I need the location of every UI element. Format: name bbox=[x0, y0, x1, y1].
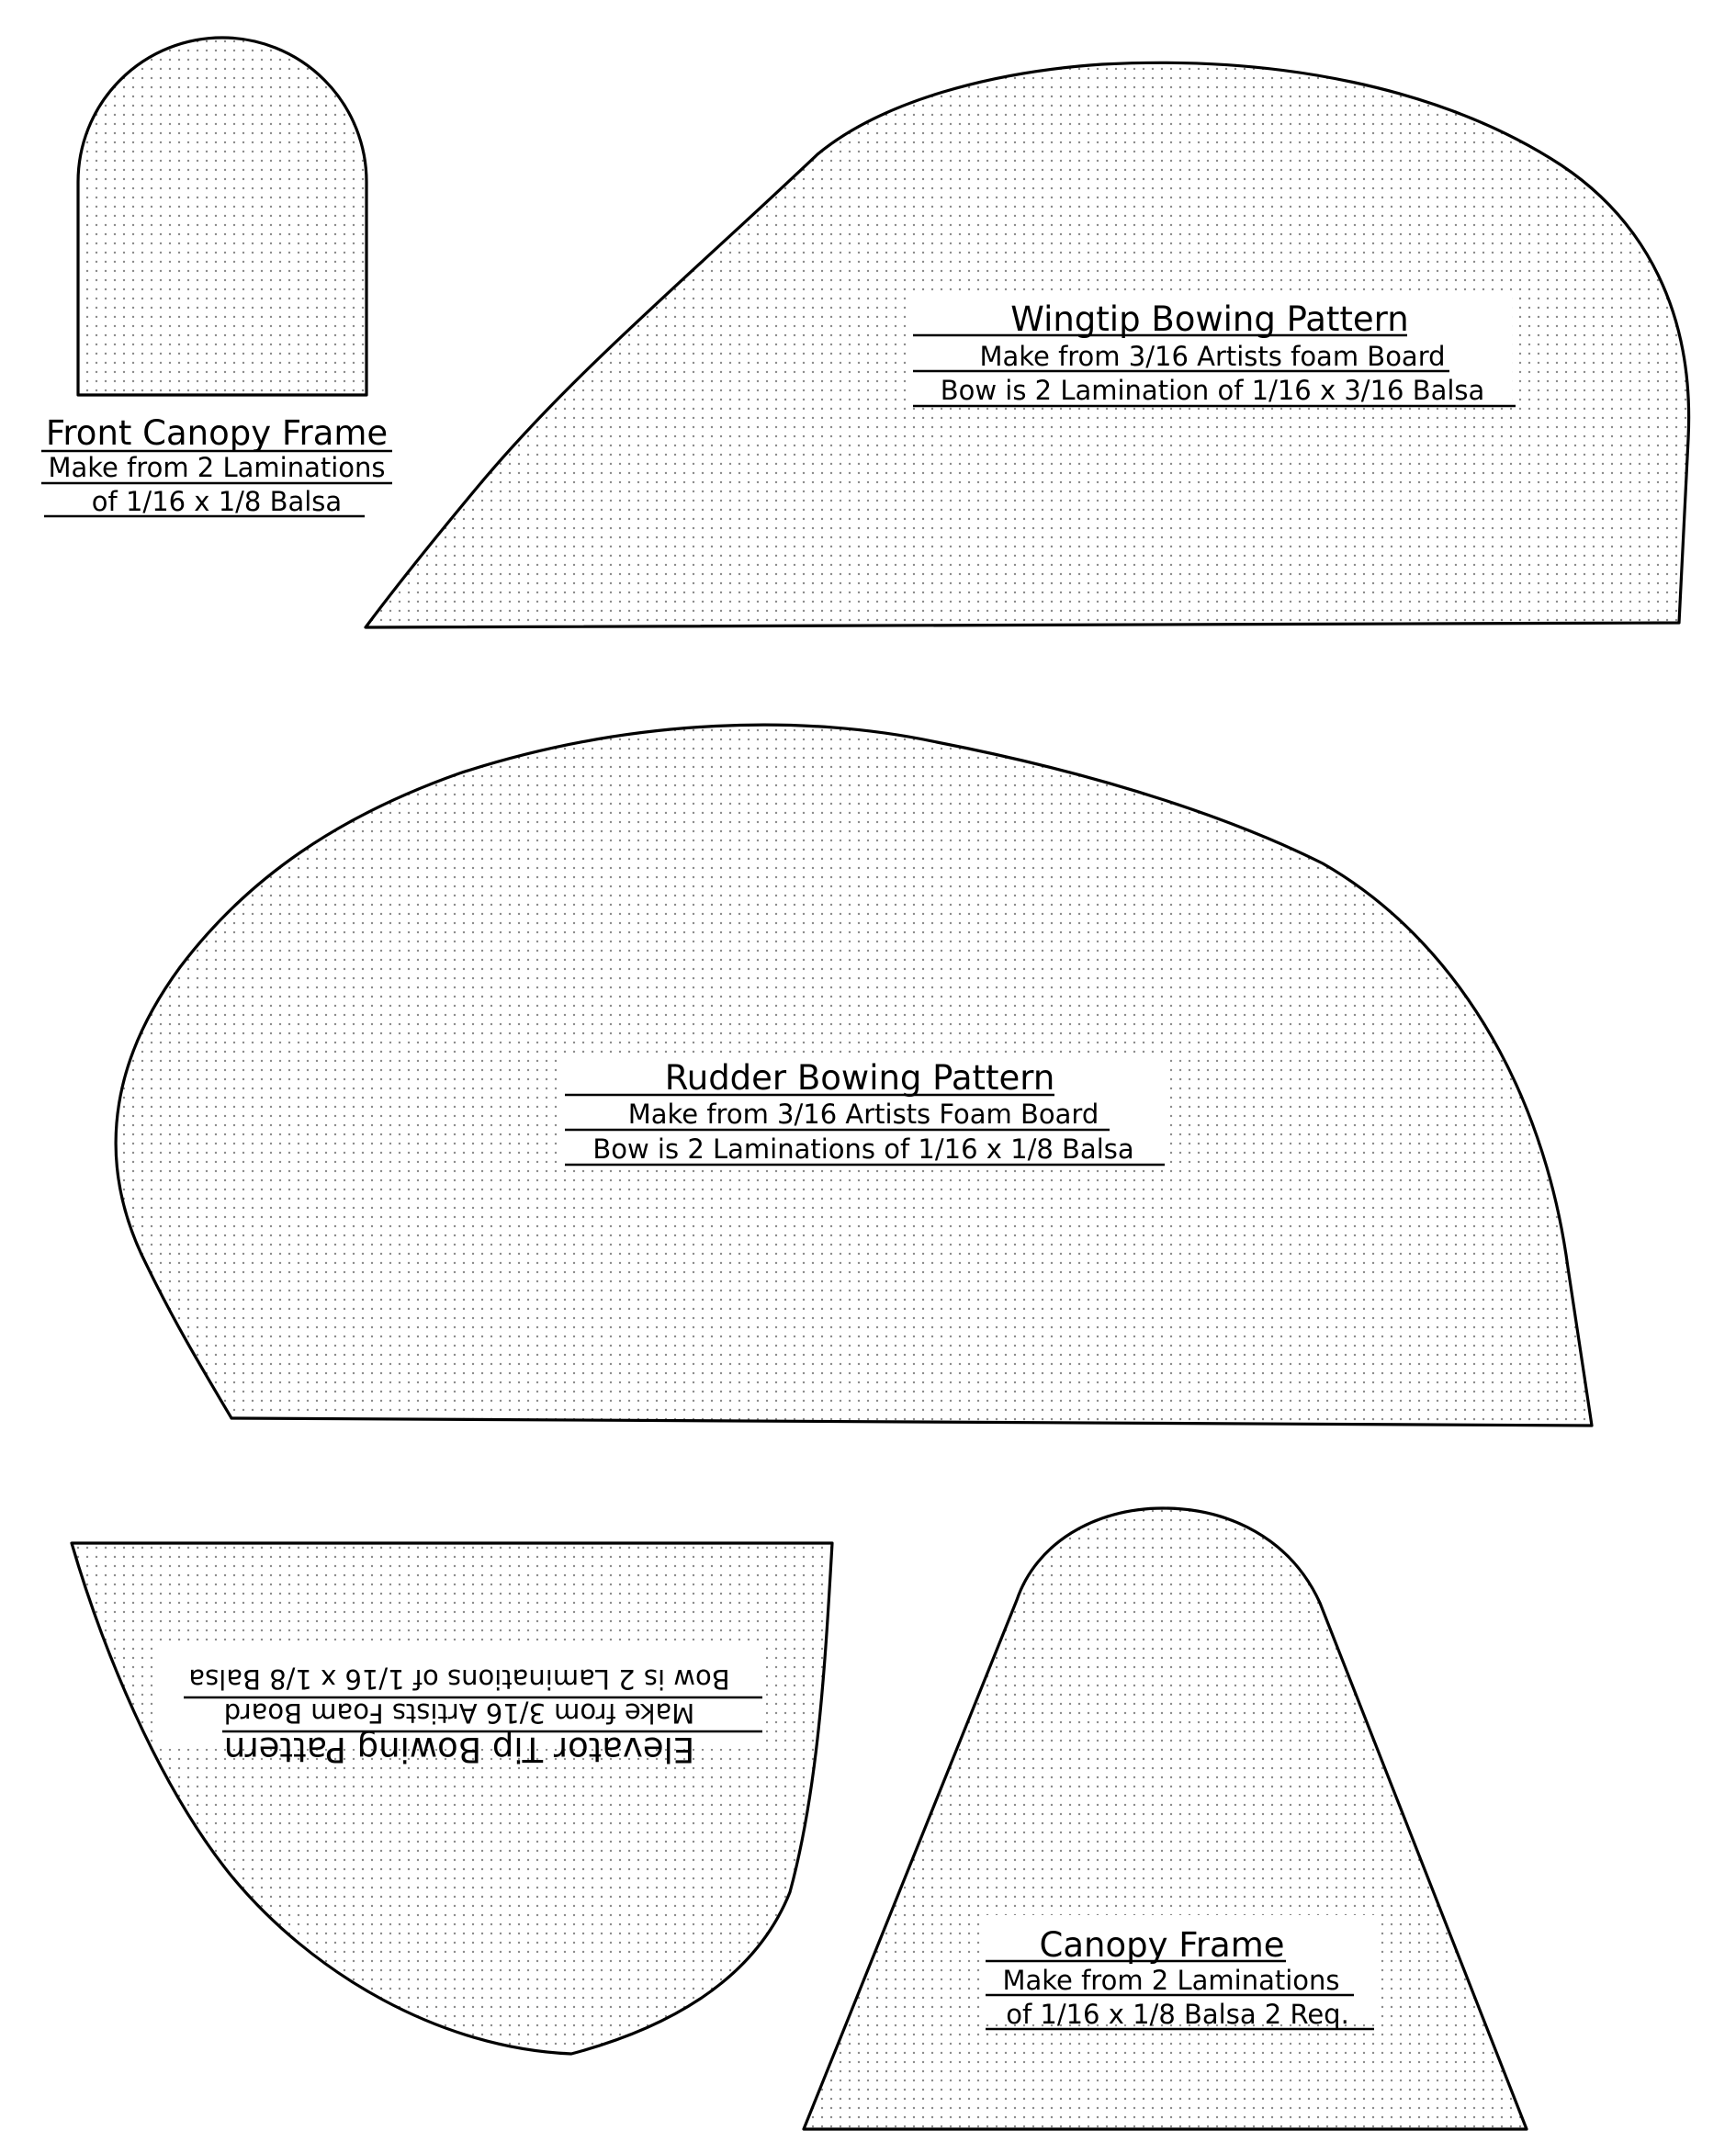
front-canopy-frame bbox=[41, 38, 392, 517]
wingtip-line-2: Bow is 2 Lamination of 1/16 x 3/16 Balsa bbox=[940, 375, 1485, 406]
canopy-outline bbox=[804, 1508, 1527, 2129]
front-canopy-line-1: Make from 2 Laminations bbox=[48, 452, 386, 483]
canopy-title: Canopy Frame bbox=[1039, 1925, 1285, 1965]
elevator-tip-line-2: Bow is 2 Laminations of 1/16 x 1/8 Balsa bbox=[188, 1663, 730, 1695]
elevator-tip-bowing-pattern bbox=[72, 1543, 832, 2054]
wingtip-line-1: Make from 3/16 Artists foam Board bbox=[979, 341, 1446, 372]
wingtip-bowing-pattern bbox=[366, 62, 1689, 627]
elevator-tip-title: Elevator Tip Bowing Pattern bbox=[223, 1730, 695, 1769]
canopy-line-1: Make from 2 Laminations bbox=[1002, 1965, 1340, 1996]
front-canopy-outline bbox=[78, 38, 366, 395]
rudder-line-2: Bow is 2 Laminations of 1/16 x 1/8 Balsa bbox=[592, 1133, 1134, 1165]
canopy-frame bbox=[804, 1508, 1527, 2129]
front-canopy-line-2: of 1/16 x 1/8 Balsa bbox=[91, 486, 343, 517]
canopy-line-2: of 1/16 x 1/8 Balsa 2 Req. bbox=[1006, 1999, 1349, 2030]
rudder-line-1: Make from 3/16 Artists Foam Board bbox=[627, 1099, 1099, 1130]
rudder-title: Rudder Bowing Pattern bbox=[664, 1058, 1055, 1098]
rudder-bowing-pattern bbox=[116, 725, 1592, 1426]
wingtip-title: Wingtip Bowing Pattern bbox=[1010, 299, 1409, 339]
front-canopy-title: Front Canopy Frame bbox=[45, 413, 389, 453]
elevator-tip-line-1: Make from 3/16 Artists Foam Board bbox=[223, 1697, 695, 1729]
elevator-tip-outline bbox=[72, 1543, 832, 2054]
